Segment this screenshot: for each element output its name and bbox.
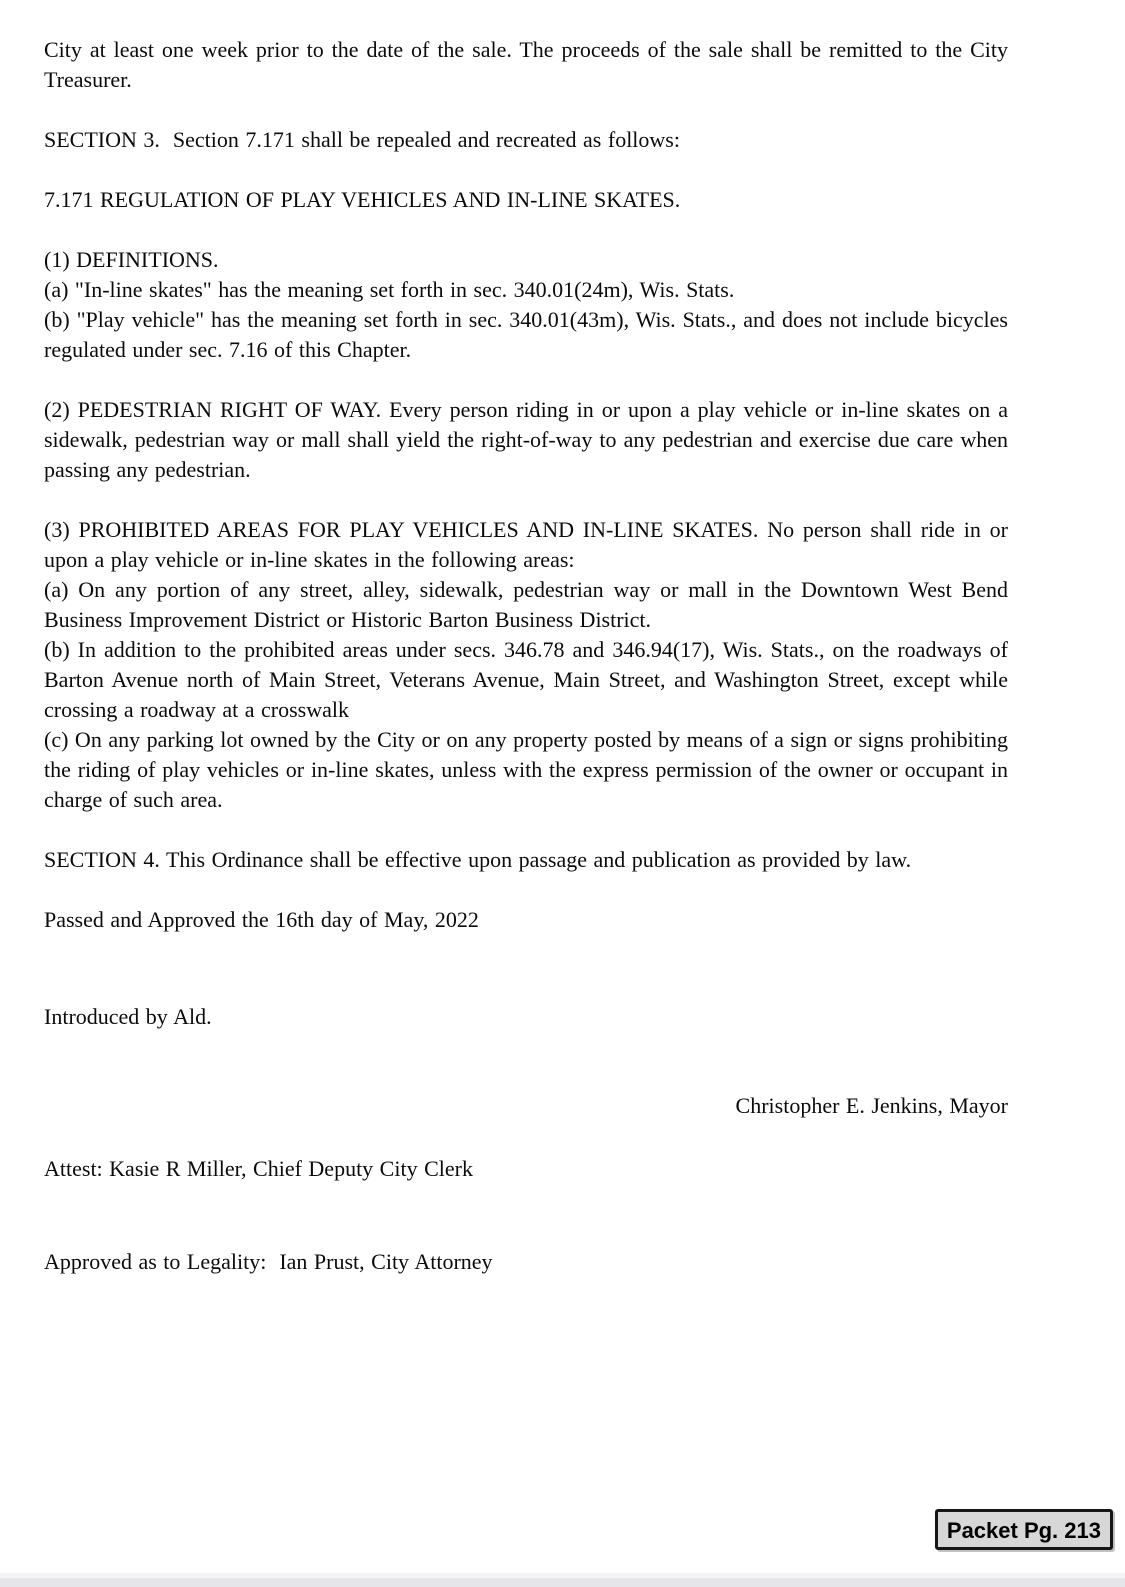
mayor-signature-line: Christopher E. Jenkins, Mayor (735, 1093, 1008, 1118)
pedestrian-right-of-way: (2) PEDESTRIAN RIGHT OF WAY. Every person riding in or upon a play vehicle or in-line skates on a sidewalk, pedestrian way or mall shall yield the right-of-way to any pedestrian and exercise due care when passing any pedestrian. (44, 397, 1008, 482)
packet-page-badge (935, 1509, 1113, 1550)
heading-7-171: 7.171 REGULATION OF PLAY VEHICLES AND IN-LINE SKATES. (44, 187, 681, 212)
paragraph-proceeds: City at least one week prior to the date of the sale. The proceeds of the sale shall be remitted to the City Treasurer. (44, 37, 1008, 92)
section-4-line: SECTION 4. This Ordinance shall be effective upon passage and publication as provided by law. (44, 847, 912, 872)
attest-line: Attest: Kasie R Miller, Chief Deputy City Clerk (44, 1156, 473, 1181)
packet-page-label: Packet Pg. 213 (946, 1518, 1101, 1543)
ordinance-document (44, 0, 1008, 1277)
passed-approved-line: Passed and Approved the 16th day of May, 2022 (44, 907, 479, 932)
legality-line: Approved as to Legality: Ian Prust, City Attorney (44, 1249, 493, 1274)
introduced-by-line: Introduced by Ald. (44, 1004, 212, 1029)
section-3-heading: SECTION 3. Section 7.171 shall be repealed and recreated as follows: (44, 127, 680, 152)
definitions-heading: (1) DEFINITIONS. (44, 247, 219, 272)
definition-a: (a) "In-line skates" has the meaning set forth in sec. 340.01(24m), Wis. Stats. (44, 277, 735, 302)
prohibited-area-c: (c) On any parking lot owned by the City or on any property posted by means of a sign or signs prohibiting the riding of play vehicles or in-line skates, unless with the express permission of the owner or occupant in charge of such area. (44, 727, 1008, 812)
page-edge-strip (0, 1578, 1125, 1587)
prohibited-area-a: (a) On any portion of any street, alley, sidewalk, pedestrian way or mall in the Downtown West Bend Business Improvement District or Historic Barton Business District. (44, 577, 1008, 632)
prohibited-area-b: (b) In addition to the prohibited areas under secs. 346.78 and 346.94(17), Wis. Stats., on the roadways of Barton Avenue north of Main Street, Veterans Avenue, Main Street, and Washington Street, except while crossing a roadway at a crosswalk (44, 637, 1008, 722)
prohibited-areas-intro: (3) PROHIBITED AREAS FOR PLAY VEHICLES AND IN-LINE SKATES. No person shall ride in or upon a play vehicle or in-line skates in the following areas: (44, 517, 1008, 572)
definition-b: (b) "Play vehicle" has the meaning set forth in sec. 340.01(43m), Wis. Stats., and does not include bicycles regulated under sec. 7.16 of this Chapter. (44, 307, 1008, 362)
